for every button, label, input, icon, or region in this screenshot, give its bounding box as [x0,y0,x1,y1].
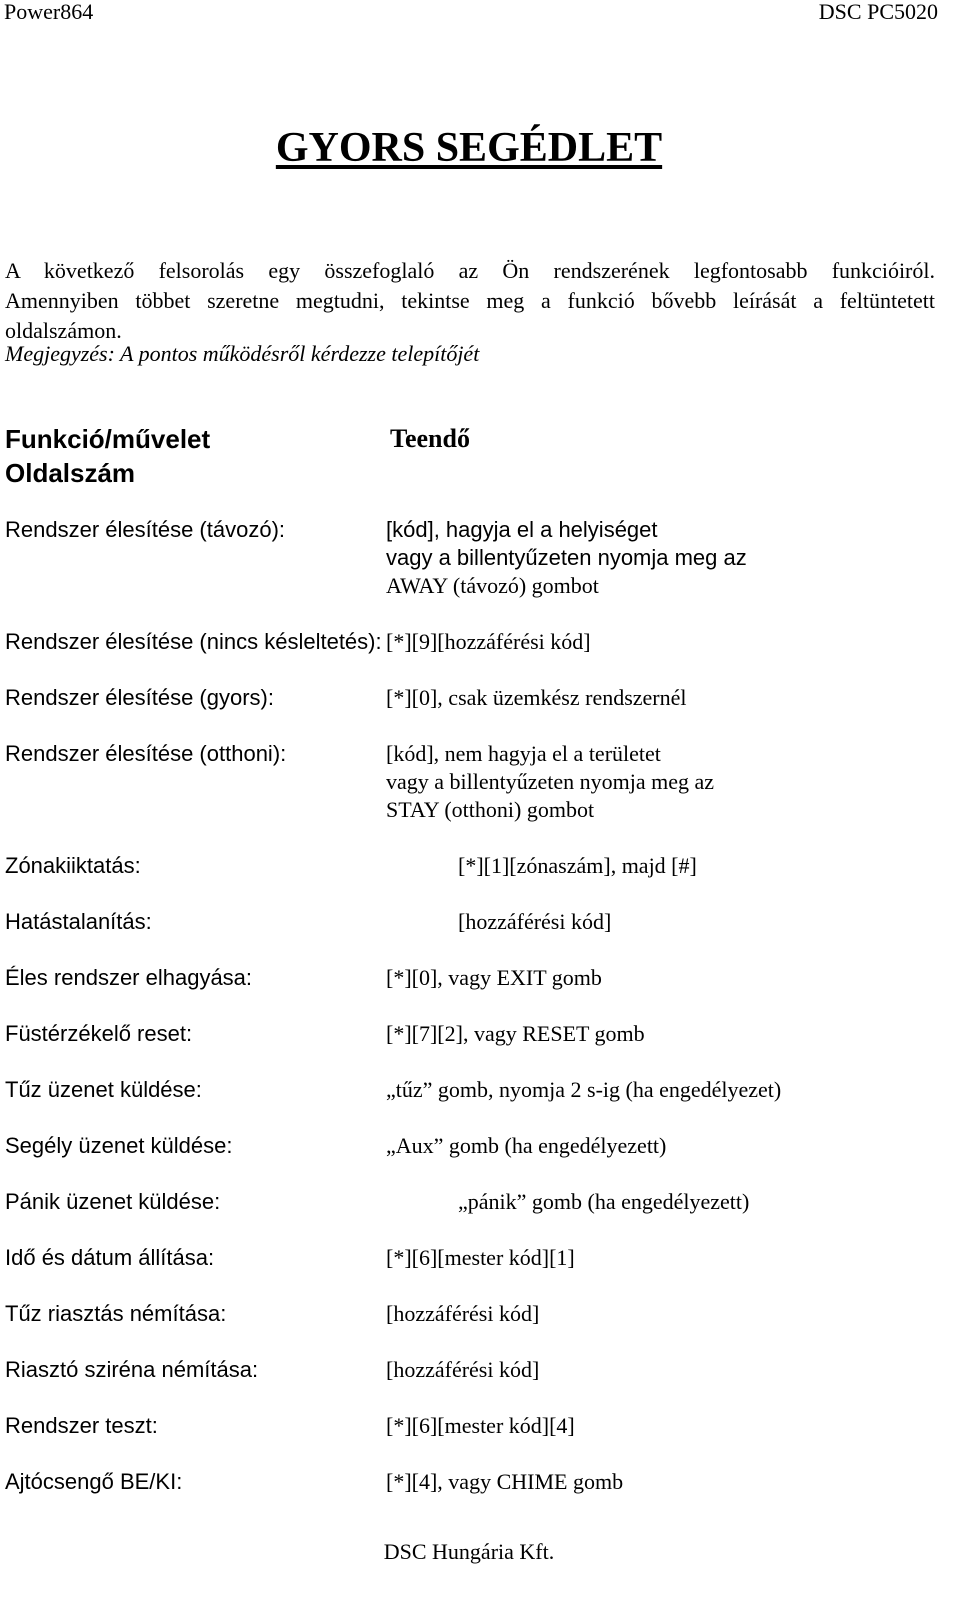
intro-paragraph [5,256,935,346]
col2-heading-action: Teendő [390,424,470,453]
row-label-aux-alarm: Segély üzenet küldése: [5,1133,233,1158]
row-value-panic-alarm: „pánik” gomb (ha engedélyezett) [458,1189,750,1214]
row-label-chime: Ajtócsengő BE/KI: [5,1469,183,1494]
row-label-disarm: Hatástalanítás: [5,909,152,934]
row-value-away-arming-1: [kód], hagyja el a helyiséget [386,517,658,542]
row-value-zone-bypass: [*][1][zónaszám], majd [#] [458,853,697,878]
row-label-smoke-reset: Füstérzékelő reset: [5,1021,193,1046]
row-label-siren-silence: Riasztó sziréna némítása: [5,1357,259,1382]
row-value-disarm: [hozzáférési kód] [458,909,612,934]
row-value-chime: [*][4], vagy CHIME gomb [386,1469,624,1494]
row-label-quick-arming: Rendszer élesítése (gyors): [5,685,274,710]
row-value-fire-alarm: „tűz” gomb, nyomja 2 s-ig (ha engedélyezet) [386,1077,782,1102]
intro-line-3: oldalszámon. [5,318,122,343]
row-label-away-arming: Rendszer élesítése (távozó): [5,517,286,542]
row-value-aux-alarm: „Aux” gomb (ha engedélyezett) [386,1133,667,1158]
row-value-fire-silence: [hozzáférési kód] [386,1301,540,1326]
intro-line-2: Amennyiben többet szeretne megtudni, tekintse meg a funkció bővebb leírását a feltüntetett [5,288,935,313]
row-value-no-delay-arming: [*][9][hozzáférési kód] [386,629,591,654]
row-value-stay-arming-2: vagy a billentyűzeten nyomja meg az [386,769,715,794]
row-value-system-test: [*][6][mester kód][4] [386,1413,575,1438]
row-label-exit-armed: Éles rendszer elhagyása: [5,965,253,990]
col1-heading-page: Oldalszám [5,458,136,488]
row-value-stay-arming-1: [kód], nem hagyja el a területet [386,741,661,766]
row-value-away-arming-3: AWAY (távozó) gombot [386,573,599,598]
row-label-panic-alarm: Pánik üzenet küldése: [5,1189,221,1214]
row-label-stay-arming: Rendszer élesítése (otthoni): [5,741,287,766]
row-label-no-delay-arming: Rendszer élesítése (nincs késleltetés): [5,629,382,654]
installer-note: Megjegyzés: A pontos működésről kérdezze telepítőjét [5,341,480,366]
header-right-model: DSC PC5020 [818,0,938,24]
row-value-quick-arming: [*][0], csak üzemkész rendszernél [386,685,687,710]
row-value-stay-arming-3: STAY (otthoni) gombot [386,797,595,822]
row-label-system-test: Rendszer teszt: [5,1413,158,1438]
col1-heading-function: Funkció/művelet [5,424,211,454]
row-value-smoke-reset: [*][7][2], vagy RESET gomb [386,1021,645,1046]
row-value-away-arming-2: vagy a billentyűzeten nyomja meg az [386,545,747,570]
row-label-time-date: Idő és dátum állítása: [5,1245,215,1270]
header-left-model: Power864 [4,0,94,24]
row-value-siren-silence: [hozzáférési kód] [386,1357,540,1382]
row-label-fire-silence: Tűz riasztás némítása: [5,1301,227,1326]
intro-line-1: A következő felsorolás egy összefoglaló az Ön rendszerének legfontosabb funkcióiról. [5,258,935,283]
row-label-fire-alarm: Tűz üzenet küldése: [5,1077,202,1102]
footer-company: DSC Hungária Kft. [383,1539,555,1564]
row-label-zone-bypass: Zónakiiktatás: [5,853,141,878]
row-value-time-date: [*][6][mester kód][1] [386,1245,575,1270]
page-title: GYORS SEGÉDLET [275,125,663,171]
row-value-exit-armed: [*][0], vagy EXIT gomb [386,965,602,990]
